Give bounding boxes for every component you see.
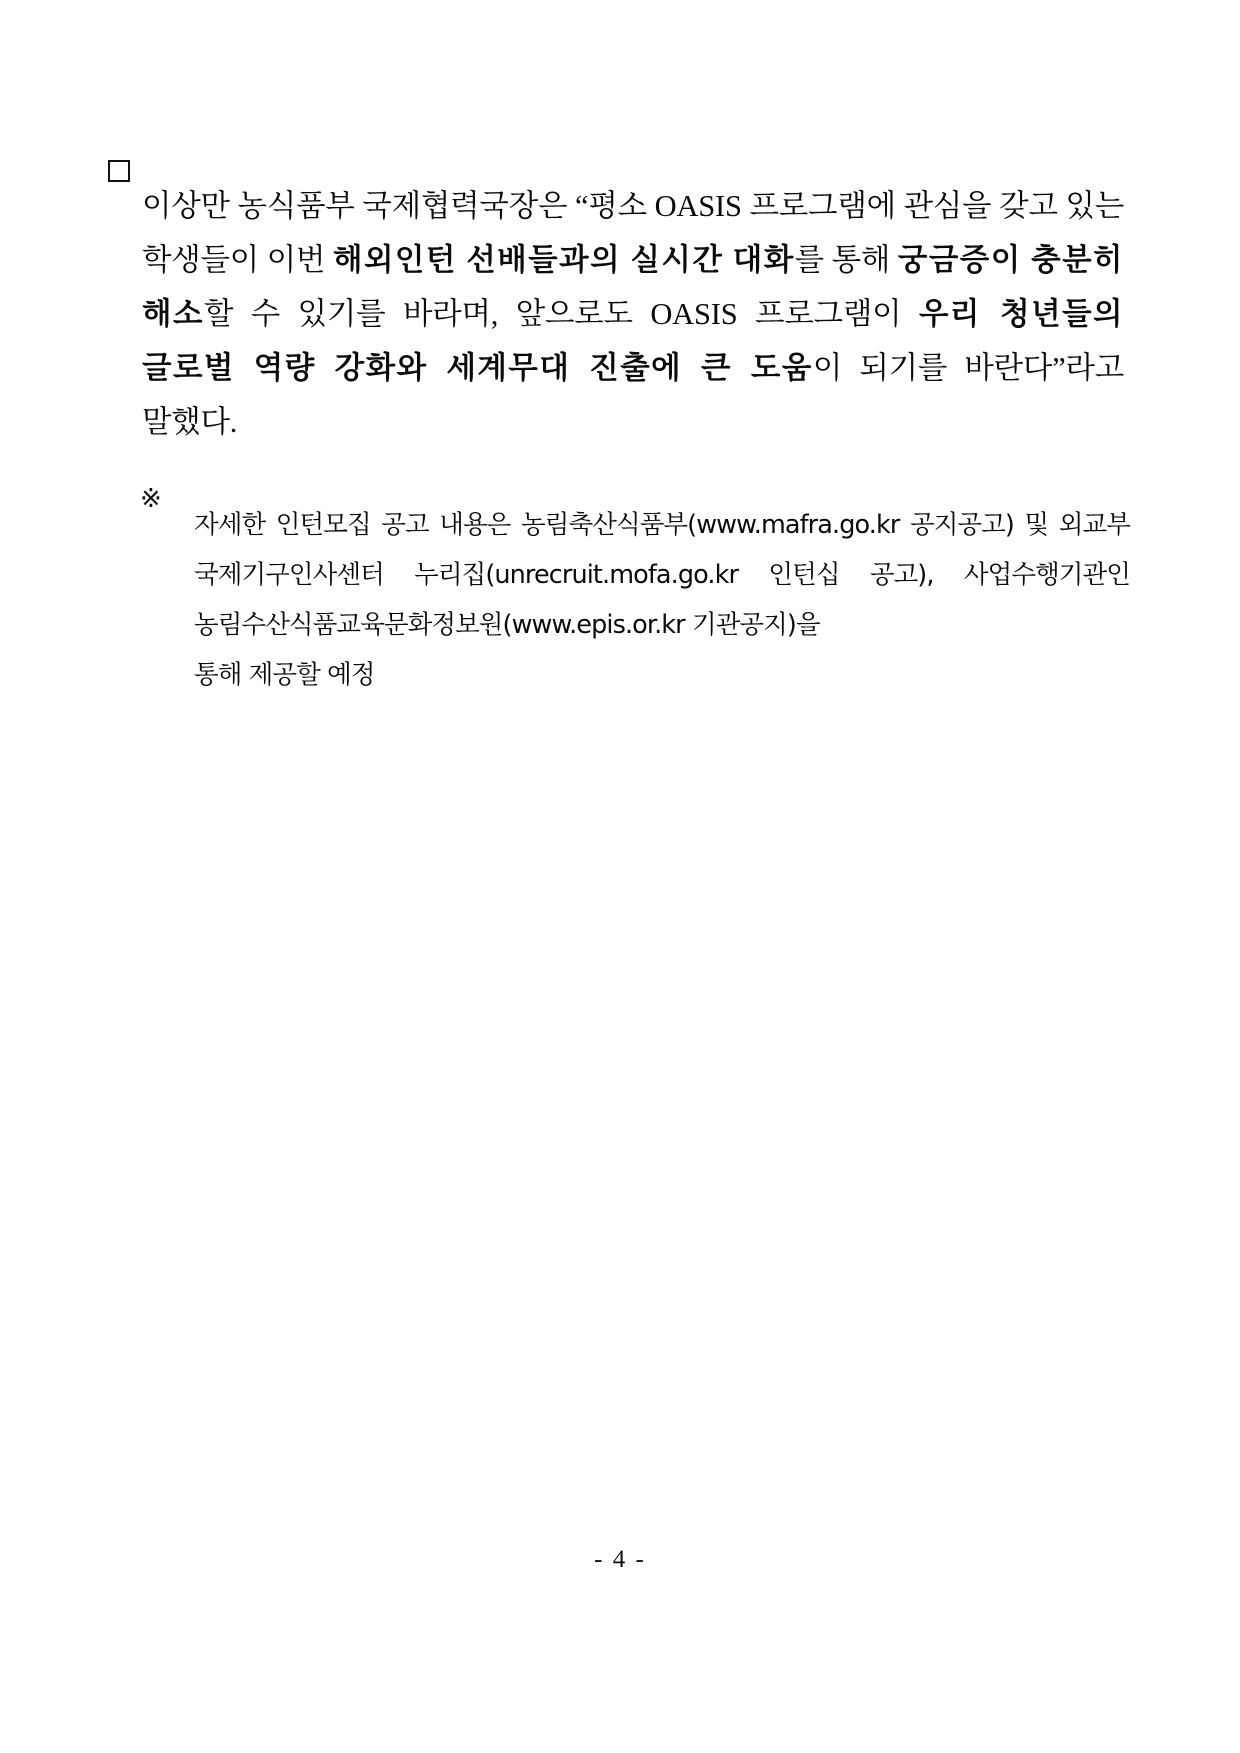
bullet-row (108, 148, 1124, 479)
note-block (140, 474, 1130, 725)
reference-mark: ※ (140, 484, 162, 514)
quote-segment-2: 해외인턴 선배들과의 실시간 대화 (332, 242, 795, 277)
quote-paragraph (142, 179, 1124, 449)
quote-segment-3: 를 통해 (794, 242, 898, 277)
page-number: - 4 - (594, 1546, 646, 1573)
quote-segment-5: 할 수 있기를 바라며, 앞으로도 OASIS 프로그램이 (203, 296, 919, 331)
quote-segment-6: 우리 청년들의 글로벌 역량 강화와 세계무대 진출에 큰 도움 (142, 296, 1124, 385)
quote-segment-1: 이상만 농식품부 국제협력국장은 “평소 OASIS 프로그램에 관심을 갖고 있는 학생들이 이번 (142, 188, 1124, 277)
square-bullet-icon (108, 160, 130, 182)
quote-segment-4: 궁금증이 충분히 해소 (142, 242, 1124, 331)
note-last-line: 통해 제공할 예정 (194, 659, 375, 690)
quote-paragraph-block (108, 148, 1124, 479)
note-main-text: 자세한 인턴모집 공고 내용은 농림축산식품부(www.mafra.go.kr 공지공고) 및 외교부 국제기구인사센터 누리집(unrecruit.mofa.go.kr 인턴십 공고), 사업수행기관인 농림수산식품교육문화정보원(www.epis.or.kr 기관공지)을 (194, 509, 1130, 640)
note-paragraph (194, 500, 1130, 700)
quote-segment-7: 이 되기를 바란다”라고 말했다. (142, 350, 1124, 439)
